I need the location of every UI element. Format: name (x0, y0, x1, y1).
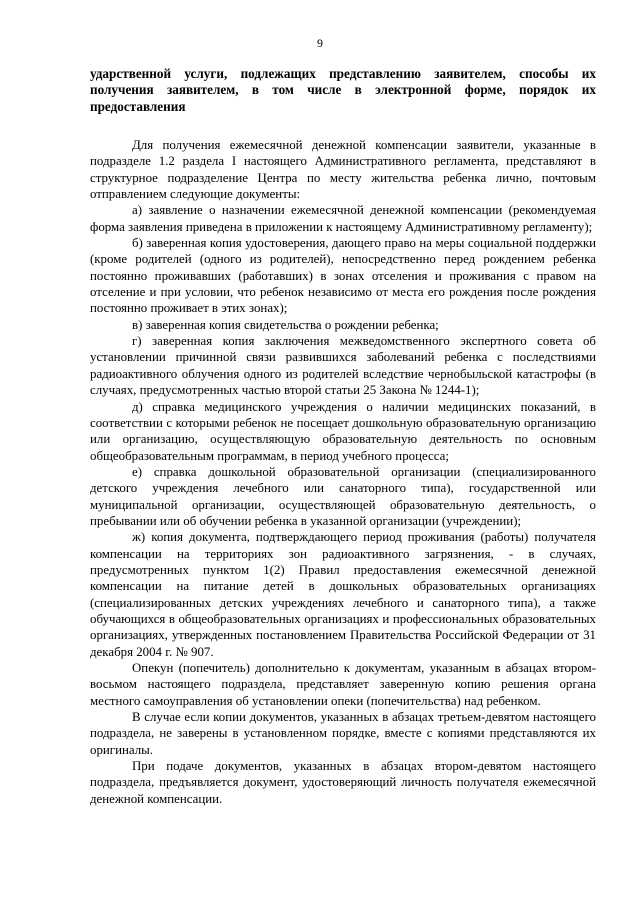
paragraph-copies: В случае если копии документов, указанных в абзацах третьем-девятом настоящего подраздела, не заверены в установленном порядке, вместе с копиями представляются их оригиналы. (90, 710, 596, 757)
paragraph-identity: При подаче документов, указанных в абзацах втором-девятом настоящего подраздела, предъявляется документ, удостоверяющий личность получателя ежемесячной денежной компенсации. (90, 759, 596, 806)
paragraph-intro: Для получения ежемесячной денежной компенсации заявители, указанные в подразделе 1.2 раздела I настоящего Административного регламента, представляют в структурное подразделение Центра по месту жительства ребенка лично, почтовым отправлением следующие документы: (90, 138, 596, 202)
list-item-zh: ж) копия документа, подтверждающего период проживания (работы) получателя компенсации на территориях зон радиоактивного загрязнения, - в случаях, предусмотренных пунктом 1(2) Правил предоставления ежемесячной денежной компенсации на питание детей в дошкольных образовательных организациях (специализированных детских учреждениях лечебного и санаторного типа), а также обучающихся в общеобразовательных организациях и профессиональных образовательных организациях, утвержденных постановлением Правительства Российской Федерации от 31 декабря 2004 г. № 907. (90, 530, 596, 659)
list-item-d: д) справка медицинского учреждения о наличии медицинских показаний, в соответствии с которыми ребенок не посещает дошкольную образовательную организацию или организацию, осуществляющую образовательную деятельность по основным общеобразовательным программам, в период учебного процесса; (90, 399, 596, 463)
body-text (90, 137, 596, 807)
list-item-e: е) справка дошкольной образовательной организации (специализированного детского учреждения лечебного или санаторного типа), государственной или муниципальной организации, осуществляющей образовательную деятельность, о пребывании или об обучении ребенка в указанной организации (учреждении); (90, 464, 596, 528)
paragraph-guardian: Опекун (попечитель) дополнительно к документам, указанным в абзацах втором-восьмом настоящего подраздела, представляет заверенную копию решения органа местного самоуправления об установлении опеки (попечительства) над ребенком. (90, 661, 596, 708)
page-number: 9 (317, 36, 323, 50)
list-item-b: б) заверенная копия удостоверения, дающего право на меры социальной поддержки (кроме родителей (одного из родителей), непосредственно перед рождением ребенка постоянно проживавших (работавших) в зонах отселения и проживания с правом на отселение и при условии, что ребенок независимо от места его рождения после рождения постоянно проживает в этих зонах); (90, 236, 596, 316)
list-item-v: в) заверенная копия свидетельства о рождении ребенка; (132, 317, 439, 332)
section-heading: ударственной услуги, подлежащих представлению заявителем, способы их получения заявителем, в том числе в электронной форме, порядок их предоставления (90, 66, 596, 114)
list-item-g: г) заверенная копия заключения межведомственного экспертного совета об установлении причинной связи развившихся заболеваний ребенка с последствиями радиоактивного облучения одного из родителей вследствие чернобыльской катастрофы (в случаях, предусмотренных частью второй статьи 25 Закона № 1244-1); (90, 334, 596, 398)
list-item-a: а) заявление о назначении ежемесячной денежной компенсации (рекомендуемая форма заявления приведена в приложении к настоящему Административному регламенту); (90, 203, 596, 234)
